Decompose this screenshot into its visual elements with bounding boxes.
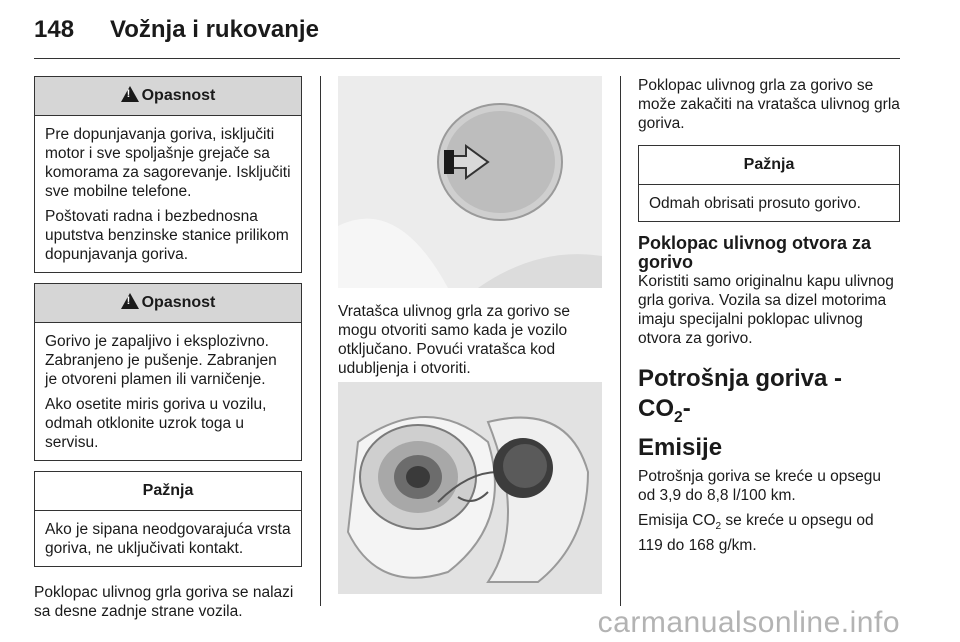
danger-box <box>34 76 302 273</box>
box-title: !Opasnost <box>35 284 301 323</box>
fuel-door-photo <box>338 76 602 288</box>
box-body <box>35 323 301 460</box>
box-body <box>35 511 301 566</box>
paragraph: Potrošnja goriva se kreće u opsegu od 3,9 do 8,8 l/100 km. <box>638 467 881 504</box>
warning-icon <box>121 86 139 102</box>
box-title: Pažnja <box>639 146 899 185</box>
column-right <box>638 76 900 555</box>
header-rule <box>34 58 900 59</box>
section-heading: Emisije <box>638 433 723 461</box>
fuel-cap-photo <box>338 382 602 594</box>
box-title: !Opasnost <box>35 77 301 116</box>
paragraph: Odmah obrisati prosuto gorivo. <box>649 195 861 212</box>
paragraph: Poklopac ulivnog grla za gorivo se može zakačiti na vratašca ulivnog grla goriva. <box>638 77 900 132</box>
paragraph: Pre dopunjavanja goriva, isključiti motor i sve spoljašnje grejače sa komorama za sagorevanje. Isključiti sve mobilne telefone. <box>45 126 291 200</box>
box-body <box>639 185 899 221</box>
caution-box <box>638 145 900 222</box>
paragraph: Gorivo je zapaljivo i eksplozivno. Zabranjeno je pušenje. Zabranjen je otvoreni plamen ili varničenje. <box>45 333 277 388</box>
column-divider <box>620 76 621 606</box>
section-heading: Potrošnja goriva - $CO_2-$ <box>638 365 843 426</box>
page-number: 148 <box>34 16 75 43</box>
paragraph: Poklopac ulivnog grla goriva se nalazi sa desne zadnje strane vozila. <box>34 584 294 620</box>
paragraph: Poštovati radna i bezbednosna uputstva benzinske stanice prilikom dopunjavanja goriva. <box>45 208 289 263</box>
warning-icon <box>121 293 139 309</box>
paragraph: Ako osetite miris goriva u vozilu, odmah otklonite uzrok toga u servisu. <box>45 396 267 451</box>
caution-box <box>34 471 302 567</box>
photo-caption: Vratašca ulivnog grla za gorivo se mogu otvoriti samo kada je vozilo otključano. Povući vratašca kod udubljenja i otvoriti. <box>338 303 571 377</box>
column-middle <box>338 302 602 378</box>
paragraph: Emisija $CO_2$ se kreće u opsegu od 119 do 168 g/km. <box>638 511 874 554</box>
column-left <box>34 76 302 621</box>
section-title: Vožnja i rukovanje <box>110 16 319 43</box>
box-body <box>35 116 301 272</box>
paragraph: Koristiti samo originalnu kapu ulivnog grla goriva. Vozila sa dizel motorima imaju specijalni poklopac ulivnog otvora za gorivo. <box>638 273 894 347</box>
page-header <box>34 16 319 44</box>
section-heading: Poklopac ulivnog otvora za gorivo <box>638 233 872 272</box>
watermark: carmanualsonline.info <box>597 606 900 639</box>
danger-box <box>34 283 302 461</box>
box-title: Pažnja <box>35 472 301 511</box>
column-divider <box>320 76 321 606</box>
paragraph: Ako je sipana neodgovarajuća vrsta goriva, ne uključivati kontakt. <box>45 521 291 557</box>
